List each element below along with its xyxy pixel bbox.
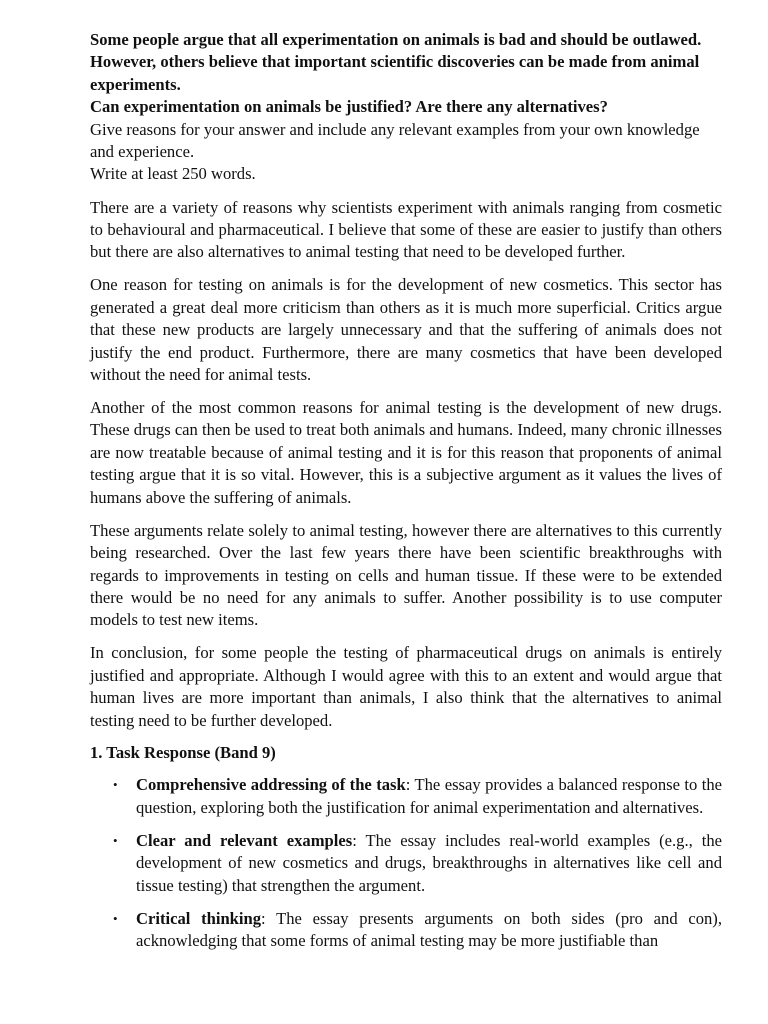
- criterion-title: Critical thinking: [136, 908, 262, 928]
- document-content: [90, 29, 722, 963]
- list-item: [90, 830, 722, 897]
- criterion-text: : The essay provides a balanced response to the question, exploring both the justification for animal experimentation and alternatives.: [136, 775, 722, 817]
- list-item: [90, 774, 722, 819]
- essay-paragraph-conclusion: In conclusion, for some people the testing of pharmaceutical drugs on animals is entirely justified and appropriate. Although I would agree with this to an extent and would argue that human lives are more important than animals, I also think that the alternatives to animal testing need to be further developed.: [90, 643, 722, 730]
- prompt-word-count: Write at least 250 words.: [90, 164, 256, 184]
- prompt-statement: Some people argue that all experimentation on animals is bad and should be outlawed. However, others believe that important scientific discoveries can be made from animal experiments.: [90, 30, 702, 94]
- prompt-question: Can experimentation on animals be justified? Are there any alternatives?: [90, 97, 608, 117]
- assessment-heading: 1. Task Response (Band 9): [90, 743, 276, 763]
- criterion-text: : The essay includes real-world examples (e.g., the development of new cosmetics and drugs, breakthroughs in alternatives like cell and tissue testing) that strengthen the argument.: [136, 830, 722, 895]
- criterion-title: Clear and relevant examples: [136, 830, 353, 850]
- criterion-text: : The essay presents arguments on both sides (pro and con), acknowledging that some forms of animal testing may be more justifiable than: [136, 908, 722, 950]
- bullet-icon: •: [113, 777, 118, 793]
- essay-paragraph-intro: There are a variety of reasons why scientists experiment with animals ranging from cosmetic to behavioural and pharmaceutical. I believe that some of these are easier to justify than others but there are also alternatives to animal testing that need to be developed further.: [90, 197, 722, 262]
- essay-paragraph-drugs: Another of the most common reasons for animal testing is the development of new drugs. These drugs can then be used to treat both animals and humans. Indeed, many chronic illnesses are now treatable because of animal testing and it is for this reason that proponents of animal testing argue that it is so vital. However, this is a subjective argument as it values the lives of humans above the suffering of animals.: [90, 398, 722, 507]
- list-item: [90, 908, 722, 953]
- essay-body: [90, 197, 722, 732]
- essay-paragraph-alternatives: These arguments relate solely to animal testing, however there are alternatives to this currently being researched. Over the last few years there have been scientific breakthroughs with regards to improvements in testing on cells and human tissue. If these were to be extended there would be no need for any animals to suffer. Another possibility is to use computer models to test new items.: [90, 520, 722, 630]
- essay-prompt: [90, 29, 722, 186]
- essay-paragraph-cosmetics: One reason for testing on animals is for the development of new cosmetics. This sector has generated a great deal more criticism than others as it is much more superficial. Critics argue that these new products are largely unnecessary and that the suffering of animals does not justify the end product. Furthermore, there are many cosmetics that have been developed without the need for animal tests.: [90, 275, 722, 385]
- assessment-criteria-list: [90, 774, 722, 952]
- criterion-title: Comprehensive addressing of the task: [136, 775, 406, 795]
- bullet-icon: •: [113, 832, 118, 848]
- prompt-instruction: Give reasons for your answer and include any relevant examples from your own knowledge and experience.: [90, 119, 700, 162]
- bullet-icon: •: [113, 910, 118, 926]
